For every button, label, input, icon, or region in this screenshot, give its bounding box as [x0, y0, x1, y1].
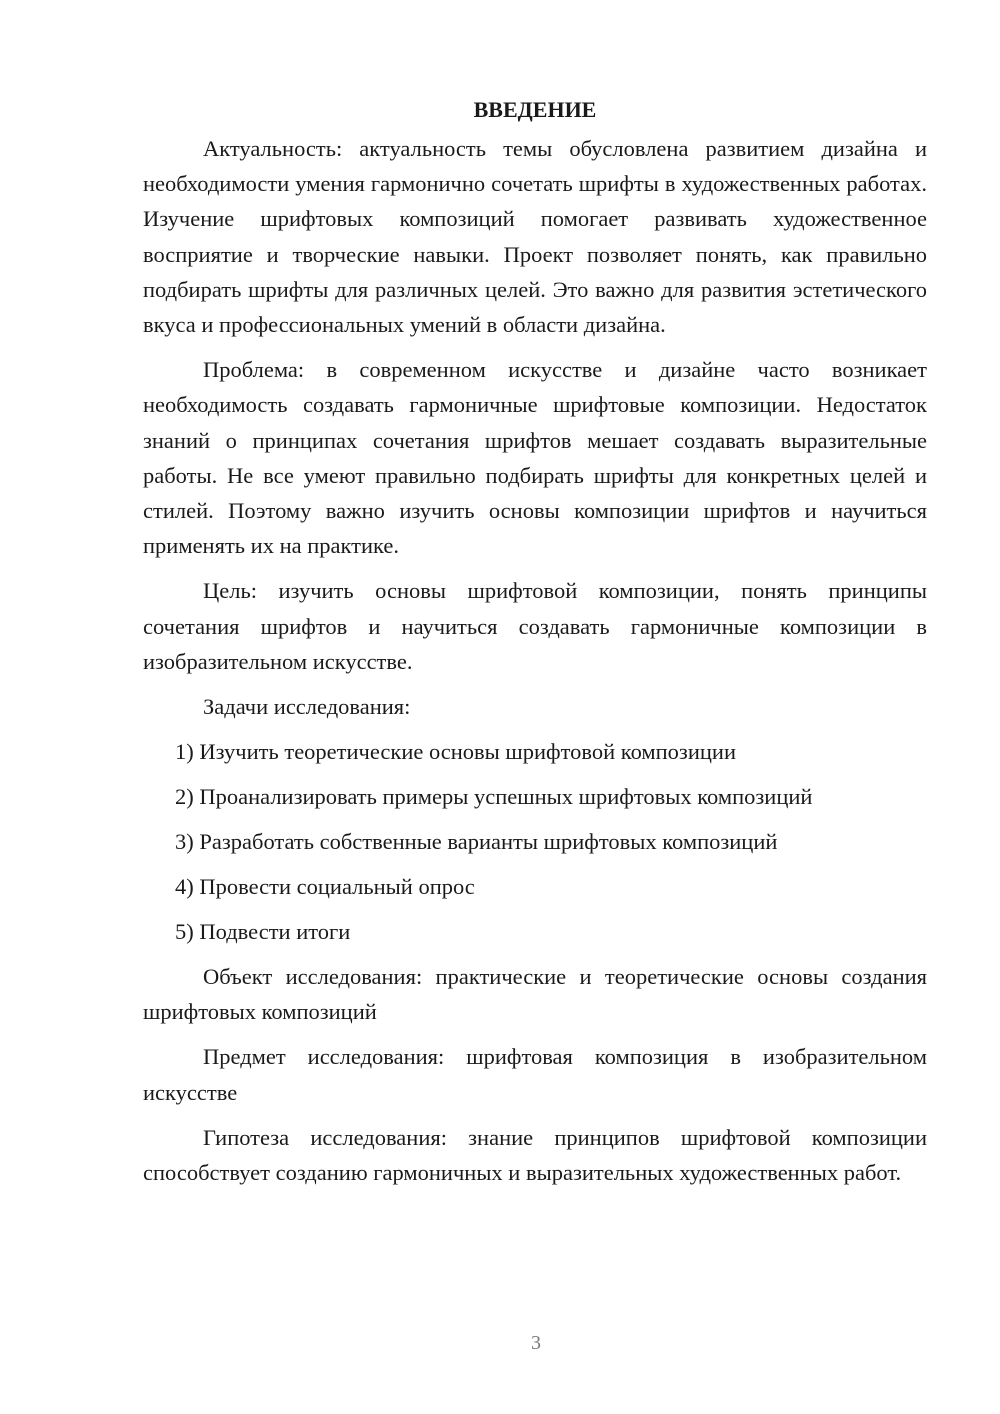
paragraph-problem: Проблема: в современном искусстве и дизайне часто возникает необходимость создавать гармоничные шрифтовые композиции. Недостаток знаний о принципах сочетания шрифтов мешает создавать выразительные работы. Не все умеют правильно подбирать шрифты для конкретных целей и стилей. Поэтому важно изучить основы композиции шрифтов и научиться применять их на практике.	[143, 357, 927, 559]
document-page	[143, 92, 927, 1200]
paragraph-relevance: Актуальность: актуальность темы обусловлена развитием дизайна и необходимости умения гармонично сочетать шрифты в художественных работах. Изучение шрифтовых композиций помогает развивать художественное восприятие и творческие навыки. Проект позволяет понять, как правильно подбирать шрифты для различных целей. Это важно для развития эстетического вкуса и профессиональных умений в области дизайна.	[143, 136, 927, 338]
task-item-3: 3) Разработать собственные варианты шрифтовых композиций	[175, 829, 778, 855]
task-item-1: 1) Изучить теоретические основы шрифтовой композиции	[175, 739, 736, 765]
paragraph-hypothesis: Гипотеза исследования: знание принципов шрифтовой композиции способствует созданию гармоничных и выразительных художественных работ.	[143, 1124, 927, 1186]
task-item-2: 2) Проанализировать примеры успешных шрифтовых композиций	[175, 784, 813, 810]
page-number: 3	[531, 1332, 541, 1354]
paragraph-goal: Цель: изучить основы шрифтовой композиции, понять принципы сочетания шрифтов и научиться создавать гармоничные композиции в изобразительном искусстве.	[143, 578, 927, 674]
paragraph-object: Объект исследования: практические и теоретические основы создания шрифтовых композиций	[143, 964, 927, 1025]
section-title: ВВЕДЕНИЕ	[473, 97, 597, 122]
task-item-5: 5) Подвести итоги	[175, 919, 351, 945]
paragraph-subject: Предмет исследования: шрифтовая композиция в изобразительном искусстве	[143, 1044, 927, 1105]
task-item-4: 4) Провести социальный опрос	[175, 874, 475, 900]
tasks-heading: Задачи исследования:	[203, 694, 411, 720]
